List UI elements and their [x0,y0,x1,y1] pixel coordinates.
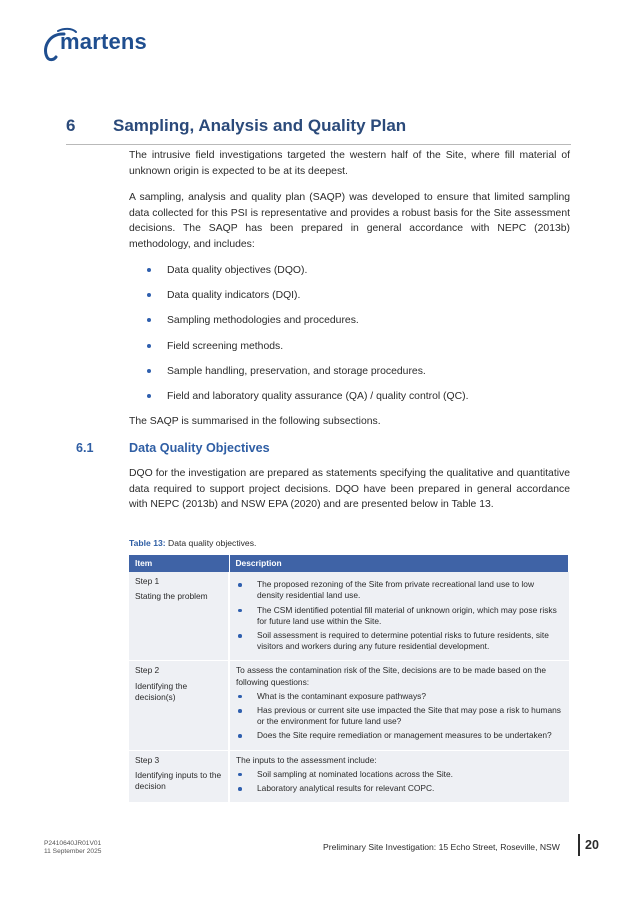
list-item: Laboratory analytical results for relevant COPC. [236,783,563,794]
saqp-paragraph: A sampling, analysis and quality plan (SAQP) was developed to ensure that limited sampling data collected for this PSI is representative and provides a robust basis for the Site assessment decisions. The SAQP has been prepared in general accordance with NEPC (2013b) methodology, and includes: [129,192,570,250]
column-header-description: Description [229,555,569,572]
bullet-icon [238,787,242,791]
table-caption [129,538,256,548]
footer-title: Preliminary Site Investigation: 15 Echo Street, Roseville, NSW [323,842,560,852]
description-intro: To assess the contamination risk of the Site, decisions are to be made based on the following questions: [236,665,547,687]
step-number: Step 3 [135,754,160,765]
report-date: 11 September 2025 [44,848,102,855]
list-item: Soil assessment is required to determine potential risks to future residents, site visitors and workers during any future residential development. [236,630,563,652]
item-cell [129,661,229,750]
bullet-icon [147,293,151,297]
table-caption-text: Data quality objectives. [165,538,257,548]
summary-paragraph: The SAQP is summarised in the following subsections. [129,416,381,427]
footer-reference [44,840,101,856]
subsection-title: Data Quality Objectives [129,441,270,455]
bullet-icon [147,268,151,272]
bullet-icon [238,695,242,699]
description-cell [229,750,569,803]
step-number: Step 1 [135,576,160,587]
saqp-bullet-list [145,263,468,414]
list-item: Data quality indicators (DQI). [145,288,468,313]
list-item: Has previous or current site use impacted the Site that may pose a risk to humans or the environment for future land use? [236,705,563,727]
column-header-item: Item [129,555,229,572]
table-row [129,572,569,661]
bullet-icon [238,583,242,587]
list-item: Does the Site require remediation or management measures to be undertaken? [236,730,563,741]
description-cell [229,572,569,661]
list-item: Data quality objectives (DQO). [145,263,468,288]
list-item: Field screening methods. [145,339,468,364]
subsection-number: 6.1 [76,441,94,455]
description-intro: The inputs to the assessment include: [236,754,377,765]
list-item: What is the contaminant exposure pathways? [236,691,563,702]
description-bullet-list [236,691,563,742]
bullet-icon [238,609,242,613]
page-number: 20 [585,838,599,852]
bullet-icon [147,369,151,373]
list-item: Soil sampling at nominated locations across the Site. [236,769,563,780]
data-quality-objectives-table [129,555,569,803]
report-reference: P2410640JR01V01 [44,840,102,847]
bullet-icon [238,773,242,777]
dqo-paragraph: DQO for the investigation are prepared as statements specifying the qualitative and quantitative data required to support project decisions. DQO have been prepared in general accordance with NEPC (2013b) and NSW EPA (2020) and are presented below in Table 13. [129,468,570,511]
step-name: Stating the problem [135,591,208,602]
bullet-icon [238,634,242,638]
section-number: 6 [66,116,76,135]
table-header-row [129,555,569,572]
list-item: Sample handling, preservation, and storage procedures. [145,364,468,389]
list-item: The proposed rezoning of the Site from private recreational land use to low density residential land use. [236,579,563,601]
bullet-icon [147,318,151,322]
list-item: Sampling methodologies and procedures. [145,313,468,338]
bullet-icon [147,394,151,398]
description-cell [229,661,569,750]
list-item: Field and laboratory quality assurance (QA) / quality control (QC). [145,389,468,414]
company-logo [42,27,157,65]
description-bullet-list [236,769,563,794]
list-item: The CSM identified potential fill material of unknown origin, which may pose risks for future land use within the Site. [236,605,563,627]
section-heading [66,116,571,145]
intro-paragraph: The intrusive field investigations targeted the western half of the Site, where fill material of unknown origin is expected to be at its deepest. [129,150,570,177]
step-name: Identifying the decision(s) [135,680,188,702]
table-row [129,661,569,750]
table-caption-label: Table 13: [129,538,166,548]
logo-text: martens [60,29,147,54]
description-bullet-list [236,579,563,652]
item-cell [129,572,229,661]
section-title: Sampling, Analysis and Quality Plan [113,116,407,135]
step-number: Step 2 [135,665,160,676]
footer-divider [578,834,580,856]
table-row [129,750,569,803]
bullet-icon [147,344,151,348]
bullet-icon [238,734,242,738]
bullet-icon [238,709,242,713]
item-cell [129,750,229,803]
step-name: Identifying inputs to the decision [135,769,222,792]
